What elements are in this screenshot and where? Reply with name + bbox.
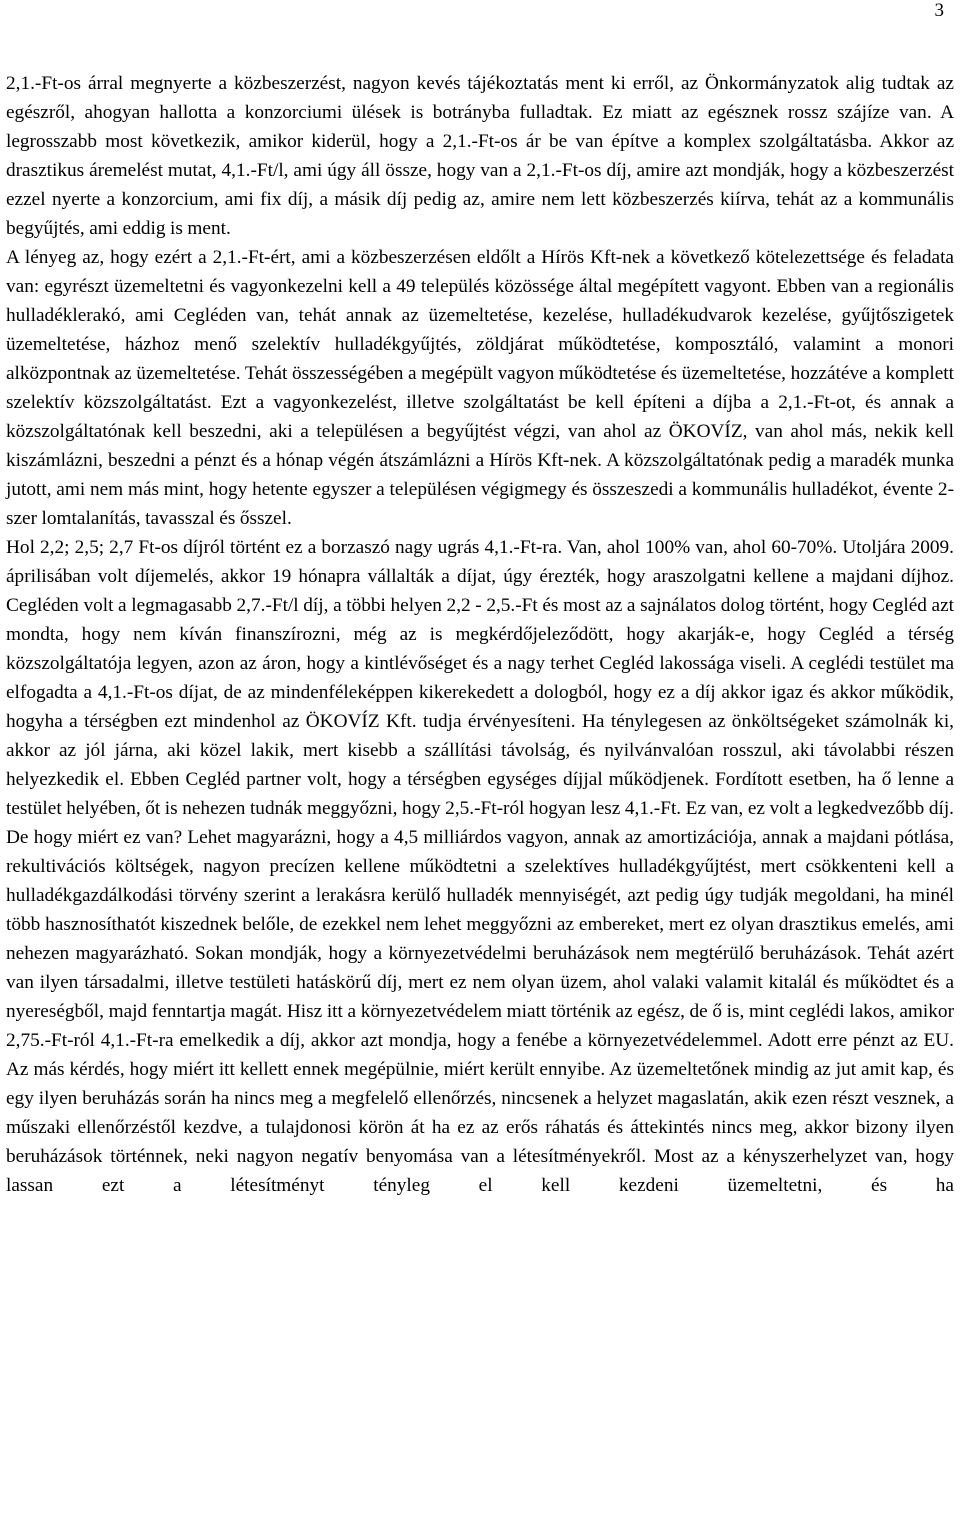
document-body <box>6 69 954 1200</box>
page-number: 3 <box>934 0 944 21</box>
paragraph-procurement: 2,1.-Ft-os árral megnyerte a közbeszerzést, nagyon kevés tájékoztatás ment ki erről, az Önkormányzatok alig tudtak az egészről, ahogyan hallotta a konzorciumi ülések is botrányba fulladtak. Ez miatt az egésznek rossz szájíze van. A legrosszabb most következik, amikor kiderül, hogy a 2,1.-Ft-os ár be van építve a komplex szolgáltatásba. Akkor az drasztikus áremelést mutat, 4,1.-Ft/l, ami úgy áll össze, hogy van a 2,1.-Ft-os díj, amire azt mondják, hogy a közbeszerzést ezzel nyerte a konzorcium, ami fix díj, a másik díj pedig az, amire nem lett közbeszerzés kiírva, tehát az a kommunális begyűjtés, ami eddig is ment. <box>6 73 954 239</box>
paragraph-fee-increase: Hol 2,2; 2,5; 2,7 Ft-os díjról történt ez a borzaszó nagy ugrás 4,1.-Ft-ra. Van, ahol 100% van, ahol 60-70%. Utoljára 2009. áprilisában volt díjemelés, akkor 19 hónapra vállalták a díjat, úgy érezték, hogy araszolgatni kellene a majdani díjhoz. Cegléden volt a legmagasabb 2,7.-Ft/l díj, a többi helyen 2,2 - 2,5.-Ft és most az a sajnálatos dolog történt, hogy Cegléd azt mondta, hogy nem kíván finanszírozni, még az is megkérdőjeleződött, hogy akarják-e, hogy Cegléd a térség közszolgáltatója legyen, azon az áron, hogy a kintlévőséget és a nagy terhet Cegléd lakossága viseli. A ceglédi testület ma elfogadta a 4,1.-Ft-os díjat, de az mindenféleképpen kikerekedett a dologból, hogy ez a díj akkor igaz és akkor működik, hogyha a térségben ezt mindenhol az ÖKOVÍZ Kft. tudja érvényesíteni. Ha ténylegesen az önköltségeket számolnák ki, akkor az jól járna, aki közel lakik, mert kisebb a szállítási távolság, és nyilvánvalóan rosszul, aki távolabbi részen helyezkedik el. Ebben Cegléd partner volt, hogy a térségben egységes díjjal működjenek. Fordított esetben, ha ő lenne a testület helyében, őt is nehezen tudnák meggyőzni, hogy 2,5.-Ft-ról hogyan lesz 4,1.-Ft. Ez van, ez volt a legkedvezőbb díj. De hogy miért ez van? Lehet magyarázni, hogy a 4,5 milliárdos vagyon, annak az amortizációja, annak a majdani pótlása, rekultivációs költségek, nagyon precízen kellene működtetni a szelektíves hulladékgyűjtést, mert csökkenteni kell a hulladékgazdálkodási törvény szerint a lerakásra kerülő hulladék mennyiségét, azt pedig úgy tudják megoldani, ha minél több hasznosíthatót kiszednek belőle, de ezekkel nem lehet meggyőzni az embereket, mert ez olyan drasztikus emelés, ami nehezen magyarázható. Sokan mondják, hogy a környezetvédelmi beruházások nem megtérülő beruházások. Tehát azért van ilyen társadalmi, illetve testületi hatáskörű díj, mert ez nem olyan üzem, ahol valaki valamit kitalál és működtet és a nyereségből, majd fenntartja magát. Hisz itt a környezetvédelem miatt történik az egész, de ő is, mint ceglédi lakos, amikor 2,75.-Ft-ról 4,1.-Ft-ra emelkedik a díj, akkor azt mondja, hogy a fenébe a környezetvédelemmel. Adott erre pénzt az EU. Az más kérdés, hogy miért itt kellett ennek megépülnie, miért került ennyibe. Az üzemeltetőnek mindig az jut amit kap, és egy ilyen beruházás során ha nincs meg a megfelelő ellenőrzés, nincsenek a helyzet magaslatán, akik ezen részt vesznek, a műszaki ellenőrzéstől kezdve, a tulajdonosi körön át ha ez az erős ráhatás és áttekintés nincs meg, akkor bizony ilyen beruházások történnek, neki nagyon negatív benyomása van a létesítményekről. Most az a kényszerhelyzet van, hogy lassan ezt a létesítményt tényleg el kell kezdeni üzemeltetni, és ha <box>6 537 954 1196</box>
paragraph-obligations: A lényeg az, hogy ezért a 2,1.-Ft-ért, ami a közbeszerzésen eldőlt a Hírös Kft-nek a következő kötelezettsége és feladata van: egyrészt üzemeltetni és vagyonkezelni kell a 49 település közössége által megépített vagyont. Ebben van a regionális hulladéklerakó, ami Cegléden van, tehát annak az üzemeltetése, kezelése, hulladékudvarok kezelése, gyűjtőszigetek üzemeltetése, házhoz menő szelektív hulladékgyűjtés, zöldjárat működtetése, komposztáló, valamint a monori alközpontnak az üzemeltetése. Tehát összességében a megépült vagyon működtetése és üzemeltetése, hozzátéve a komplett szelektív közszolgáltatást. Ezt a vagyonkezelést, illetve szolgáltatást be kell építeni a díjba a 2,1.-Ft-ot, és annak a közszolgáltatónak kell beszedni, aki a településen a begyűjtést végzi, van ahol az ÖKOVÍZ, van ahol más, nekik kell kiszámlázni, beszedni a pénzt és a hónap végén átszámlázni a Hírös Kft-nek. A közszolgáltatónak pedig a maradék munka jutott, ami nem más mint, hogy hetente egyszer a településen végigmegy és összeszedi a kommunális hulladékot, évente 2-szer lomtalanítás, tavasszal és ősszel. <box>6 247 954 529</box>
